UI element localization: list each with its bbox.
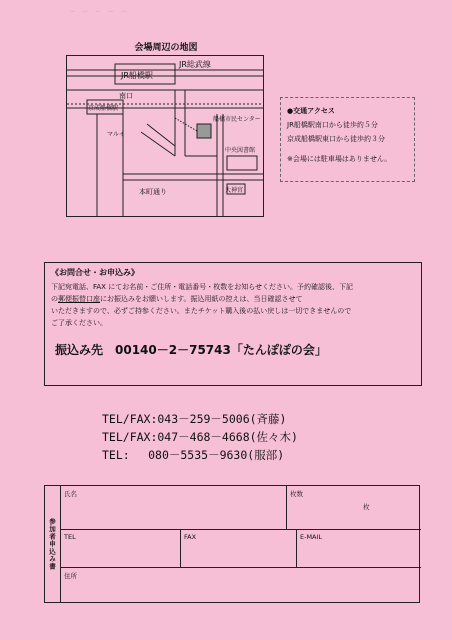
contact-body — [51, 281, 415, 329]
map-label-library: 中央図書館 — [225, 147, 256, 154]
count-unit: 枚 — [363, 503, 370, 511]
map-label-keisei: 京成船橋駅 — [88, 105, 119, 112]
contact-body-4: ご了承ください。 — [51, 319, 107, 327]
area-map — [66, 55, 264, 217]
name-field[interactable] — [61, 486, 287, 530]
showthrough-text-top: ─ ─ ─ ─ ─ — [70, 7, 127, 16]
address-label: 住所 — [64, 572, 77, 580]
map-label-hall: 船橋市民センター — [213, 116, 261, 123]
map-title: 会場周辺の地図 — [134, 43, 198, 53]
email-label: E-MAIL — [300, 533, 323, 541]
fax-field[interactable] — [181, 530, 297, 568]
contact-box — [44, 262, 422, 386]
access-title: ●交通アクセス — [287, 107, 335, 115]
address-field[interactable] — [61, 568, 421, 602]
contact-body-2-pre: の — [51, 295, 58, 303]
postal-transfer-account: 郵便振替口座 — [58, 295, 100, 303]
name-label: 氏名 — [64, 490, 77, 498]
access-box — [280, 97, 415, 182]
access-note: ※会場には駐車場はありません。 — [287, 155, 392, 163]
application-form — [60, 485, 420, 603]
phone-line-3: TEL: 080－5535－9630(服部) — [102, 448, 285, 462]
tel-label: TEL — [64, 533, 76, 541]
contact-body-2-post: にお振込みをお願いします。振込用紙の控えは、当日確認させて — [100, 295, 303, 303]
map-label-jr-line: JR総武線 — [179, 60, 211, 69]
map-label-street: 本町通り — [139, 188, 167, 196]
map-label-marui: マルイ — [107, 131, 125, 138]
map-label-south-exit: 南口 — [119, 92, 133, 100]
map-label-shrine: 大神宮 — [225, 187, 244, 194]
contact-body-3: いただきますので、必ずご持参ください。またチケット購入後の払い戻しは一切できませんので — [51, 307, 352, 315]
access-line-2: 京成船橋駅東口から徒歩約３分 — [287, 135, 385, 143]
phone-line-2: TEL/FAX:047－468－4668(佐々木) — [102, 430, 298, 444]
transfer-account: 振込み先 00140－2－75743「たんぽぽの会」 — [55, 343, 327, 357]
email-field[interactable] — [297, 530, 421, 568]
contact-body-1: 下記宛電話、FAX にてお名前・ご住所・電話番号・枚数をお知らせください。予約確認後、下記 — [51, 283, 353, 291]
form-side-label: 参加者申込み書 — [44, 485, 60, 603]
count-label: 枚数 — [290, 490, 303, 498]
phone-list — [102, 410, 298, 464]
tel-field[interactable] — [61, 530, 181, 568]
phone-line-1: TEL/FAX:043－259－5006(斉藤) — [102, 412, 287, 426]
fax-label: FAX — [184, 533, 197, 541]
ticket-count-field[interactable] — [287, 486, 421, 530]
map-label-jr-station: JR船橋駅 — [121, 71, 153, 80]
access-line-1: JR船橋駅南口から徒歩約５分 — [287, 121, 378, 129]
map-drawing — [67, 56, 263, 216]
contact-heading: 《お問合せ・お申込み》 — [51, 268, 139, 277]
